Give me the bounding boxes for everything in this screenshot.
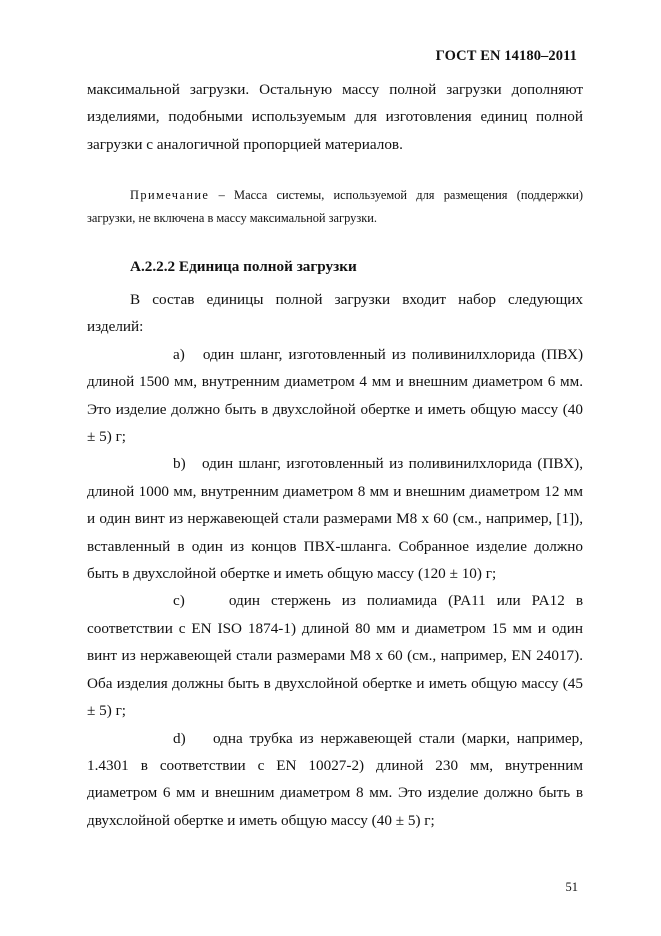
list-item-marker: b) — [173, 455, 186, 473]
section-body — [87, 286, 583, 834]
note — [87, 184, 583, 230]
list-item-text: один шланг, изготовленный из поливинилхлорида (ПВХ) длиной 1500 мм, внутренним диаметром 4 мм и внешним диаметром 6 мм. Это изделие должно быть в двухслойной обертке и иметь общую массу (40 ± 5) г; — [87, 345, 584, 446]
note-label: Примечание — [130, 188, 210, 202]
section-lead: В состав единицы полной загрузки входит набор следующих изделий: — [87, 291, 583, 336]
list-item — [87, 450, 583, 587]
note-text: Масса системы, используемой для размещения (поддержки) загрузки, не включена в массу максимальной загрузки. — [87, 188, 583, 225]
list-item — [87, 341, 583, 451]
list-item — [87, 725, 583, 835]
list-item-marker: c) — [173, 592, 185, 610]
list-item-marker: а) — [173, 345, 185, 363]
page-header: ГОСТ EN 14180–2011 — [435, 48, 577, 64]
list-item — [87, 587, 583, 724]
list-item-marker: d) — [173, 729, 186, 747]
intro-paragraph: максимальной загрузки. Остальную массу полной загрузки дополняют изделиями, подобными используемым для изготовления единиц полной загрузки с аналогичной пропорцией материалов. — [87, 81, 583, 153]
page-number: 51 — [565, 880, 578, 894]
note-dash: – — [209, 188, 235, 202]
section-heading: А.2.2.2 Единица полной загрузки — [130, 258, 357, 275]
list-item-text: один стержень из полиамида (PA11 или PA12 в соответствии с EN ISO 1874-1) длиной 80 мм и диаметром 15 мм и один винт из нержавеющей стали размерами М8 х 60 (см., например, EN 24017). Оба изделия должны быть в двухслойной обертке и иметь общую массу (45 ± 5) г; — [87, 592, 584, 720]
list-item-text: один шланг, изготовленный из поливинилхлорида (ПВХ), длиной 1000 мм, внутренним диаметром 8 мм и внешним диаметром 12 мм и один винт из нержавеющей стали размерами М8 х 60 (см., например, [1]), вставленный в один из концов ПВХ-шланга. Собранное изделие должно быть в двухслойной обертке и иметь общую массу (120 ± 10) г; — [87, 455, 584, 583]
list-item-text: одна трубка из нержавеющей стали (марки, например, 1.4301 в соответствии с EN 10027-2) длиной 230 мм, внутренним диаметром 6 мм и внешним диаметром 8 мм. Это изделие должно быть в двухслойной обертке и иметь общую массу (40 ± 5) г; — [87, 729, 583, 829]
intro-paragraph-block — [87, 76, 583, 158]
